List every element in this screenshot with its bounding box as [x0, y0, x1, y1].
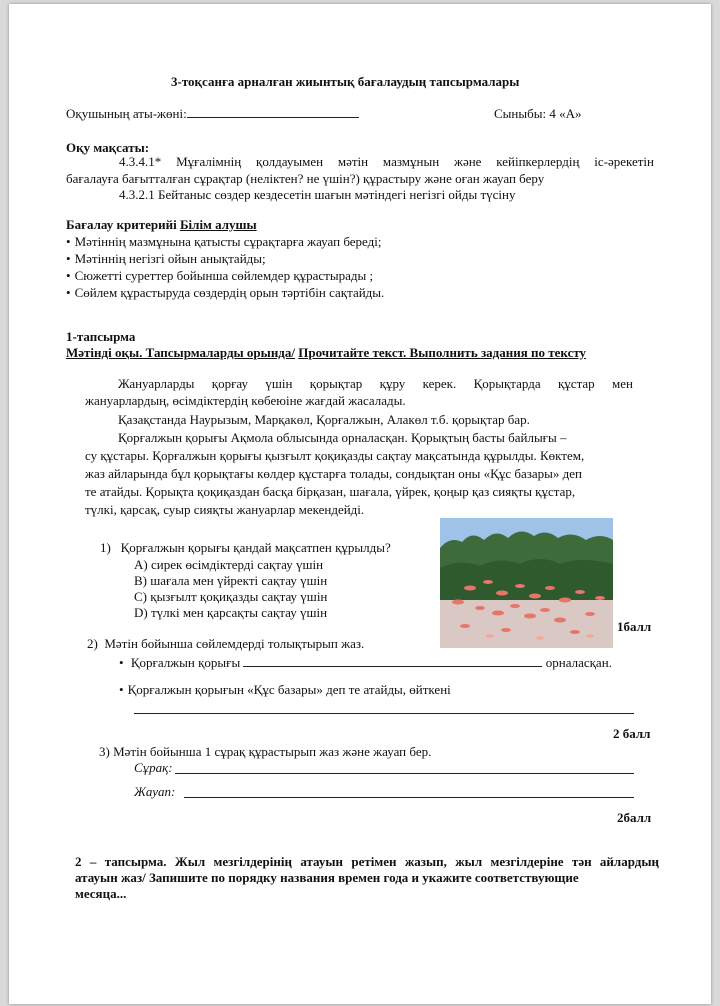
q1-option-d[interactable]: D) түлкі мен қарсақты сақтау үшін — [134, 605, 328, 620]
worksheet-page — [9, 4, 711, 1004]
q2-bullet1: • Қорғалжын қорығы орналасқан. — [119, 655, 612, 671]
task2-line1: 2 – тапсырма. Жыл мезгілдерінің атауын ретімен жазып, жыл мезгілдеріне тән айлардың — [75, 854, 659, 869]
text-p2: Қазақстанда Наурызым, Марқакөл, Қорғалжын, Алакөл т.б. қорықтар бар. — [118, 412, 530, 427]
q1-option-a[interactable]: A) сирек өсімдіктерді сақтау үшін — [134, 557, 324, 572]
q3-answer-label: Жауап: — [134, 784, 176, 799]
flamingo-photo — [440, 518, 613, 648]
q1-option-c[interactable]: C) қызғылт қоқиқазды сақтау үшін — [134, 589, 328, 604]
task1-instruction: Мәтінді оқы. Тапсырмаларды орында/ Прочитайте текст. Выполнить задания по тексту — [66, 345, 587, 360]
text-p1-line2: жануарлардың, өсімдіктердің көбеюіне жағдай жасалады. — [85, 393, 406, 408]
task2-line3: месяца... — [75, 886, 127, 901]
q3-score: 2балл — [617, 810, 652, 825]
learning-goals-heading: Оқу мақсаты: — [66, 140, 150, 155]
goal1-line2: бағалауға бағытталған сұрақтар (неліктен? не үшін?) құрастыру және оған жауап беру — [66, 171, 545, 186]
text-p3-line2: су құстары. Қорғалжын қорығы қызғылт қоқиқазды сақтау мақсатында құрылды. Көктем, — [85, 448, 585, 463]
goal1-line1: 4.3.4.1* Мұғалімнің қолдауымен мәтін мазмұнын және кейіпкерлердің іс-әрекетін — [119, 154, 654, 169]
q2-answer-line[interactable] — [134, 713, 634, 714]
flamingo-image — [440, 518, 613, 648]
class-label: Сыныбы: — [494, 106, 547, 121]
class-row — [494, 106, 581, 122]
q1-option-b[interactable]: B) шағала мен үйректі сақтау үшін — [134, 573, 328, 588]
criteria-item: • Сөйлем құрастыруда сөздердің орын тәртібін сақтайды. — [66, 285, 384, 301]
q1-question: 1) Қорғалжын қорығы қандай мақсатпен құрылды? — [100, 540, 391, 555]
page-title: 3-тоқсанға арналған жиынтық бағалаудың тапсырмалары — [171, 74, 520, 89]
q2-question: 2) Мәтін бойынша сөйлемдерді толықтырып жаз. — [87, 636, 365, 651]
task2-line2: атауын жаз/ Запишите по порядку названия времен года и укажите соответствующие — [75, 870, 579, 885]
criteria-item: • Сюжетті суреттер бойынша сөйлемдер құрастырады ; — [66, 268, 373, 284]
q2-bullet1-field[interactable] — [243, 655, 542, 667]
q3-question-field[interactable] — [175, 773, 634, 774]
text-p3-line4: те атайды. Қорықта қоқиқаздан басқа бірқазан, шағала, үйрек, қоңыр қаз сияқты құстар, — [85, 484, 576, 499]
student-name-field[interactable] — [187, 106, 359, 118]
criteria-item: • Мәтіннің мазмұнына қатысты сұрақтарға жауап береді; — [66, 234, 381, 250]
class-value: 4 «А» — [549, 106, 582, 121]
text-p3-line3: жаз айларында бұл қорықтағы көлдер құстарға толады, сондықтан оны «Құс базары» деп — [85, 466, 582, 481]
criteria-heading: Бағалау критерийі Білім алушы — [66, 217, 257, 232]
q1-score: 1балл — [617, 619, 652, 634]
q3-answer-field[interactable] — [184, 797, 634, 798]
q2-bullet2: • Қорғалжын қорығын «Құс базары» деп те атайды, өйткені — [119, 682, 451, 698]
student-name-label: Оқушының аты-жөні: — [66, 106, 187, 121]
criteria-heading-learner: Білім алушы — [179, 217, 257, 232]
q3-question-label: Сұрақ: — [134, 760, 173, 775]
text-p3-line5: түлкі, қарсақ, суыр сияқты жануарлар мекендейді. — [85, 502, 365, 517]
text-p3-line1: Қорғалжын қорығы Ақмола облысында орналасқан. Қорықтың басты байлығы – — [118, 430, 567, 445]
q3-question: 3) Мәтін бойынша 1 сұрақ құрастырып жаз және жауап бер. — [99, 744, 432, 759]
task1-number: 1-тапсырма — [66, 329, 136, 344]
q2-score: 2 балл — [613, 726, 651, 741]
criteria-item: • Мәтіннің негізгі ойын анықтайды; — [66, 251, 266, 267]
text-p1-line1: Жануарларды қорғау үшін қорықтар құру керек. Қорықтарда құстар мен — [118, 376, 633, 391]
student-name-row — [66, 106, 359, 122]
goal2: 4.3.2.1 Бейтаныс сөздер кездесетін шағын мәтіндегі негізгі ойды түсіну — [119, 187, 516, 202]
